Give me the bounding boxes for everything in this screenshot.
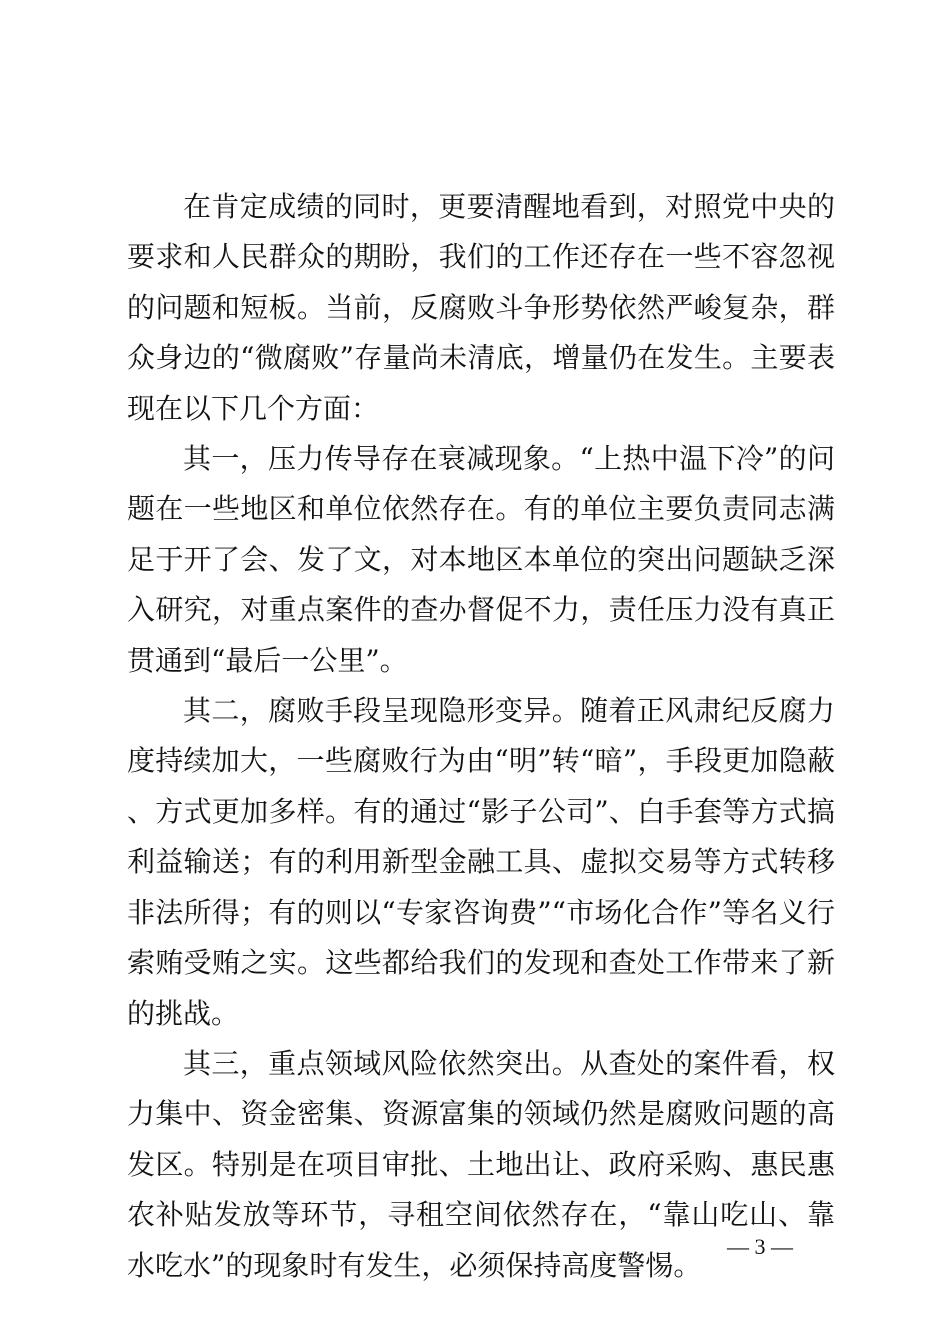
paragraph-point-three: 其三，重点领域风险依然突出。从查处的案件看，权力集中、资金密集、资源富集的领域仍然是腐败问题的高发区。特别是在项目审批、土地出让、政府采购、惠民惠农补贴发放等环节，寻租空间依然存在，“靠山吃山、靠水吃水”的现象时有发生，必须保持高度警惕。 xyxy=(127,1046,835,1282)
paragraph-intro: 在肯定成绩的同时，更要清醒地看到，对照党中央的要求和人民群众的期盼，我们的工作还存在一些不容忽视的问题和短板。当前，反腐败斗争形势依然严峻复杂，群众身边的“微腐败”存量尚未清底，增量仍在发生。主要表现在以下几个方面： xyxy=(127,190,835,425)
document-body xyxy=(127,182,835,1291)
paragraph-point-one: 其一，压力传导存在衰减现象。“上热中温下冷”的问题在一些地区和单位依然存在。有的单位主要负责同志满足于开了会、发了文，对本地区本单位的突出问题缺乏深入研究，对重点案件的查办督促不力，责任压力没有真正贯通到“最后一公里”。 xyxy=(127,442,835,677)
paragraph-point-two: 其二，腐败手段呈现隐形变异。随着正风肃纪反腐力度持续加大，一些腐败行为由“明”转“暗”，手段更加隐蔽、方式更加多样。有的通过“影子公司”、白手套等方式搞利益输送；有的利用新型金融工具、虚拟交易等方式转移非法所得；有的则以“专家咨询费”“市场化合作”等名义行索贿受贿之实。这些都给我们的发现和查处工作带来了新的挑战。 xyxy=(127,694,835,1030)
page-number: — 3 — xyxy=(727,1234,793,1259)
